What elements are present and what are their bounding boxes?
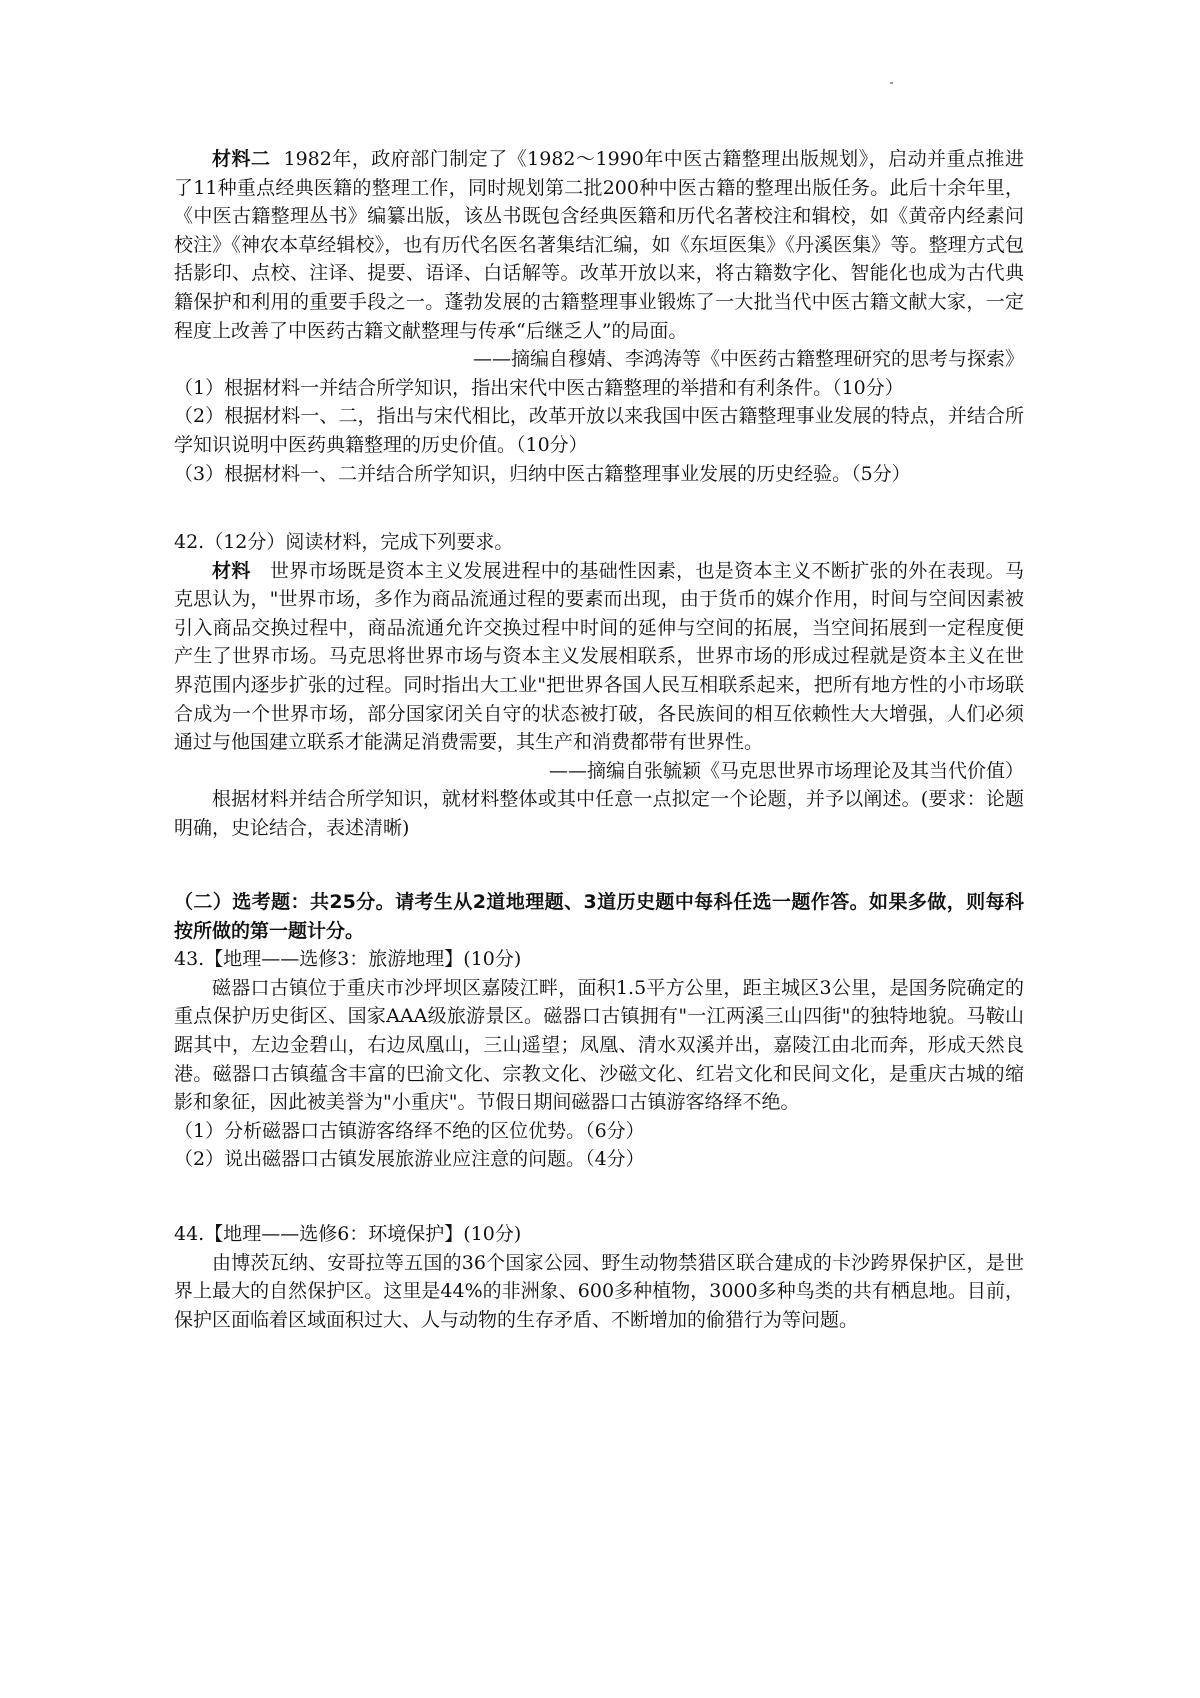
q44-header: 44.【地理——选修6：环境保护】(10分) — [174, 1223, 522, 1245]
section2-block — [174, 888, 1024, 1174]
q42-source: ——摘编自张毓颖《马克思世界市场理论及其当代价值） — [548, 759, 1024, 782]
material2-label: 材料二 — [212, 148, 271, 170]
material2-block — [174, 145, 1024, 488]
material2-paragraph — [174, 145, 1024, 345]
q43-header: 43.【地理——选修3：旅游地理】(10分) — [174, 948, 522, 971]
q41-sub-1: （1）根据材料一并结合所学知识，指出宋代中医古籍整理的举措和有利条件。（10分） — [174, 376, 904, 399]
material2-text: 1982年，政府部门制定了《1982～1990年中医古籍整理出版规划》，启动并重点推进了11种重点经典医籍的整理工作，同时规划第二批200种中医古籍的整理出版任务。此后十余年里，《中医古籍整理丛书》编纂出版，该丛书既包含经典医籍和历代名著校注和辑校，如《黄帝内经素问校注》《神农本草经辑校》，也有历代名医名著集结汇编，如《东垣医集》《丹溪医集》等。整理方式包括影印、点校、注译、提要、语译、白话解等。改革开放以来，将古籍数字化、智能化也成为古代典籍保护和利用的重要手段之一。蓬勃发展的古籍整理事业锻炼了一大批当代中医古籍文献大家，一定程度上改善了中医药古籍文献整理与传承“后继乏人”的局面。 — [174, 148, 1024, 342]
q42-block — [174, 528, 1024, 843]
q44-text: 由博茨瓦纳、安哥拉等五国的36个国家公园、野生动物禁猎区联合建成的卡沙跨界保护区，是世界上最大的自然保护区。这里是44%的非洲象、600多种植物，3000多种鸟类的共有栖息地。目前，保护区面临着区域面积过大、人与动物的生存矛盾、不断增加的偷猎行为等问题。 — [174, 1251, 1024, 1331]
q43-sub-2: （2）说出磁器口古镇发展旅游业应注意的问题。（4分） — [174, 1148, 645, 1171]
q42-text: 世界市场既是资本主义发展进程中的基础性因素，也是资本主义不断扩张的外在表现。马克思认为，"世界市场，多作为商品流通过程的要素而出现，由于货币的媒介作用，时间与空间因素被引入商品交换过程中，商品流通允许交换过程中时间的延伸与空间的拓展，当空间拓展到一定程度便产生了世界市场。马克思将世界市场与资本主义发展相联系，世界市场的形成过程就是资本主义在世界范围内逐步扩张的过程。同时指出大工业"把世界各国人民互相联系起来，把所有地方性的小市场联合成为一个世界市场，部分国家闭关自守的状态被打破，各民族间的相互依赖性大大增强，人们必须通过与他国建立联系才能满足消费需要，其生产和消费都带有世界性。 — [174, 559, 1024, 754]
q42-material — [174, 557, 1024, 757]
q42-header: 42.（12分）阅读材料，完成下列要求。 — [174, 531, 514, 553]
q41-sub-2: （2）根据材料一、二，指出与宋代相比，改革开放以来我国中医古籍整理事业发展的特点，并结合所学知识说明中医药典籍整理的历史价值。（10分） — [174, 405, 1024, 456]
q43-sub-1: （1）分析磁器口古镇游客络绎不绝的区位优势。（6分） — [174, 1119, 645, 1142]
q41-sub-3: （3）根据材料一、二并结合所学知识，归纳中医古籍整理事业发展的历史经验。（5分） — [174, 462, 911, 485]
q43-text: 磁器口古镇位于重庆市沙坪坝区嘉陵江畔，面积1.5平方公里，距主城区3公里，是国务院确定的重点保护历史街区、国家AAA级旅游景区。磁器口古镇拥有"一江两溪三山四街"的独特地貌。马鞍山踞其中，左边金碧山，右边凤凰山，三山遥望；凤凰、清水双溪并出，嘉陵江由北而奔，形成天然良港。磁器口古镇蕴含丰富的巴渝文化、宗教文化、沙磁文化、红岩文化和民间文化，是重庆古城的缩影和象征，因此被美誉为"小重庆"。节假日期间磁器口古镇游客络绎不绝。 — [174, 976, 1024, 1114]
section2-header: （二）选考题：共25分。请考生从2道地理题、3道历史题中每科任选一题作答。如果多做，则每科按所做的第一题计分。 — [174, 891, 1024, 942]
material2-source: ——摘编自穆婧、李鸿涛等《中医药古籍整理研究的思考与探索》 — [472, 348, 1024, 371]
q42-label: 材料 — [212, 559, 251, 582]
q42-task: 根据材料并结合所学知识，就材料整体或其中任意一点拟定一个论题，并予以阐述。(要求：论题明确，史论结合，表述清晰) — [174, 788, 1024, 839]
q44-block — [174, 1220, 1024, 1334]
scan-dot — [890, 82, 893, 84]
